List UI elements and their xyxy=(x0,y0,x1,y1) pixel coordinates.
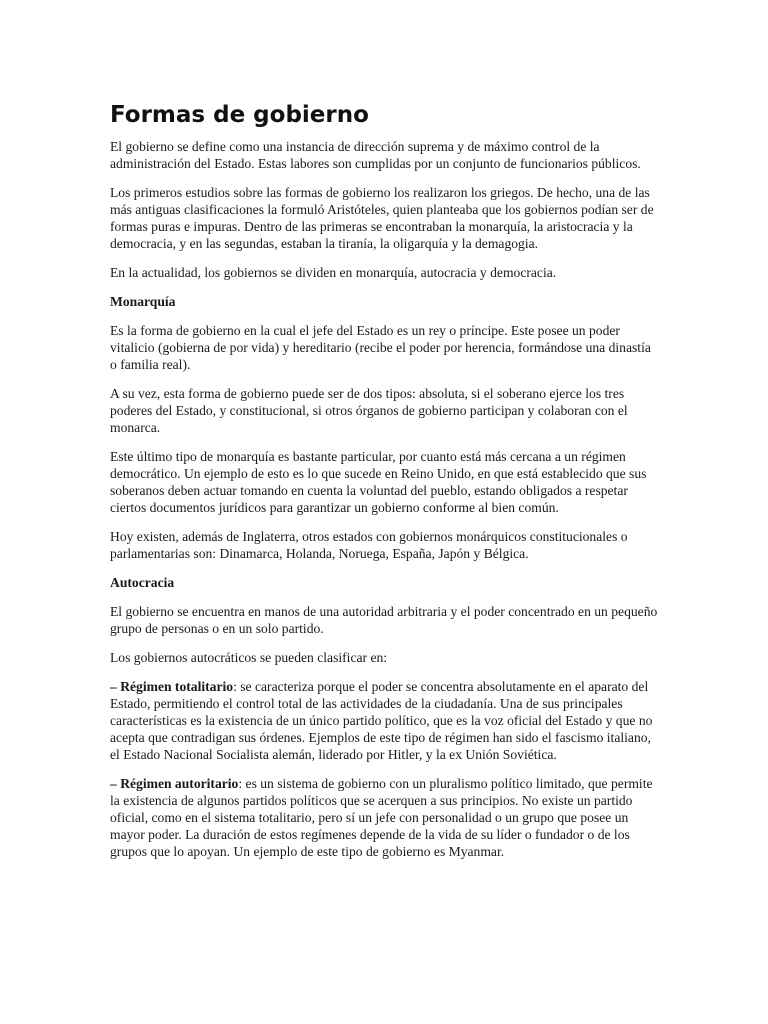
paragraph-autocracia-classification: Los gobiernos autocráticos se pueden clasificar en: xyxy=(110,650,388,665)
document-body xyxy=(110,100,658,872)
paragraph-monarquia-definition: Es la forma de gobierno en la cual el jefe del Estado es un rey o príncipe. Este posee un poder vitalicio (gobierna de por vida) y hereditario (recibe el poder por herencia, formándose una dinastía o familia real). xyxy=(110,323,651,372)
paragraph-regimen-totalitario xyxy=(110,678,658,763)
section-heading-autocracia: Autocracia xyxy=(110,575,175,590)
term-regimen-totalitario: – Régimen totalitario xyxy=(110,679,234,694)
text-regimen-totalitario: : se caracteriza porque el poder se concentra absolutamente en el aparato del Estado, permitiendo el control total de las actividades de la ciudadanía. Una de sus principales características es la existencia de un único partido político, que es la voz oficial del Estado y que no acepta que contradigan sus órdenes. Ejemplos de este tipo de régimen han sido el fascismo italiano, el Estado Nacional Socialista alemán, liderado por Hitler, y la ex Unión Soviética. xyxy=(110,679,653,762)
paragraph-monarquia-examples: Hoy existen, además de Inglaterra, otros estados con gobiernos monárquicos constitucionales o parlamentarias son: Dinamarca, Holanda, Noruega, España, Japón y Bélgica. xyxy=(110,529,628,561)
term-regimen-autoritario: – Régimen autoritario xyxy=(110,776,239,791)
paragraph-classification: En la actualidad, los gobiernos se dividen en monarquía, autocracia y democracia. xyxy=(110,265,557,280)
page-title: Formas de gobierno xyxy=(110,102,369,128)
paragraph-monarquia-types: A su vez, esta forma de gobierno puede ser de dos tipos: absoluta, si el soberano ejerce los tres poderes del Estado, y constitucional, si otros órganos de gobierno participan y colaboran con el monarca. xyxy=(110,386,628,435)
paragraph-monarquia-constitutional: Este último tipo de monarquía es bastante particular, por cuanto está más cercana a un régimen democrático. Un ejemplo de esto es lo que sucede en Reino Unido, en que está establecido que sus soberanos deben actuar tomando en cuenta la voluntad del pueblo, estando obligados a respetar ciertos documentos jurídicos para garantizar un gobierno conforme al bien común. xyxy=(110,449,647,515)
paragraph-intro: El gobierno se define como una instancia de dirección suprema y de máximo control de la administración del Estado. Estas labores son cumplidas por un conjunto de funcionarios públicos. xyxy=(110,139,641,171)
section-heading-monarquia: Monarquía xyxy=(110,294,176,309)
paragraph-history: Los primeros estudios sobre las formas de gobierno los realizaron los griegos. De hecho, una de las más antiguas clasificaciones la formuló Aristóteles, quien planteaba que los gobiernos podían ser de formas puras e impuras. Dentro de las primeras se encontraban la monarquía, la aristocracia y la democracia, y en las segundas, estaban la tiranía, la oligarquía y la demagogia. xyxy=(110,185,654,251)
paragraph-regimen-autoritario xyxy=(110,775,658,860)
paragraph-autocracia-definition: El gobierno se encuentra en manos de una autoridad arbitraria y el poder concentrado en un pequeño grupo de personas o en un solo partido. xyxy=(110,604,658,636)
text-regimen-autoritario: : es un sistema de gobierno con un pluralismo político limitado, que permite la existencia de algunos partidos políticos que se acerquen a sus principios. No existe un partido oficial, como en el sistema totalitario, pero sí un jefe con personalidad o un grupo que posee un mayor poder. La duración de estos regímenes depende de la vida de su líder o fundador o de los grupos que lo apoyan. Un ejemplo de este tipo de gobierno es Myanmar. xyxy=(110,776,653,859)
